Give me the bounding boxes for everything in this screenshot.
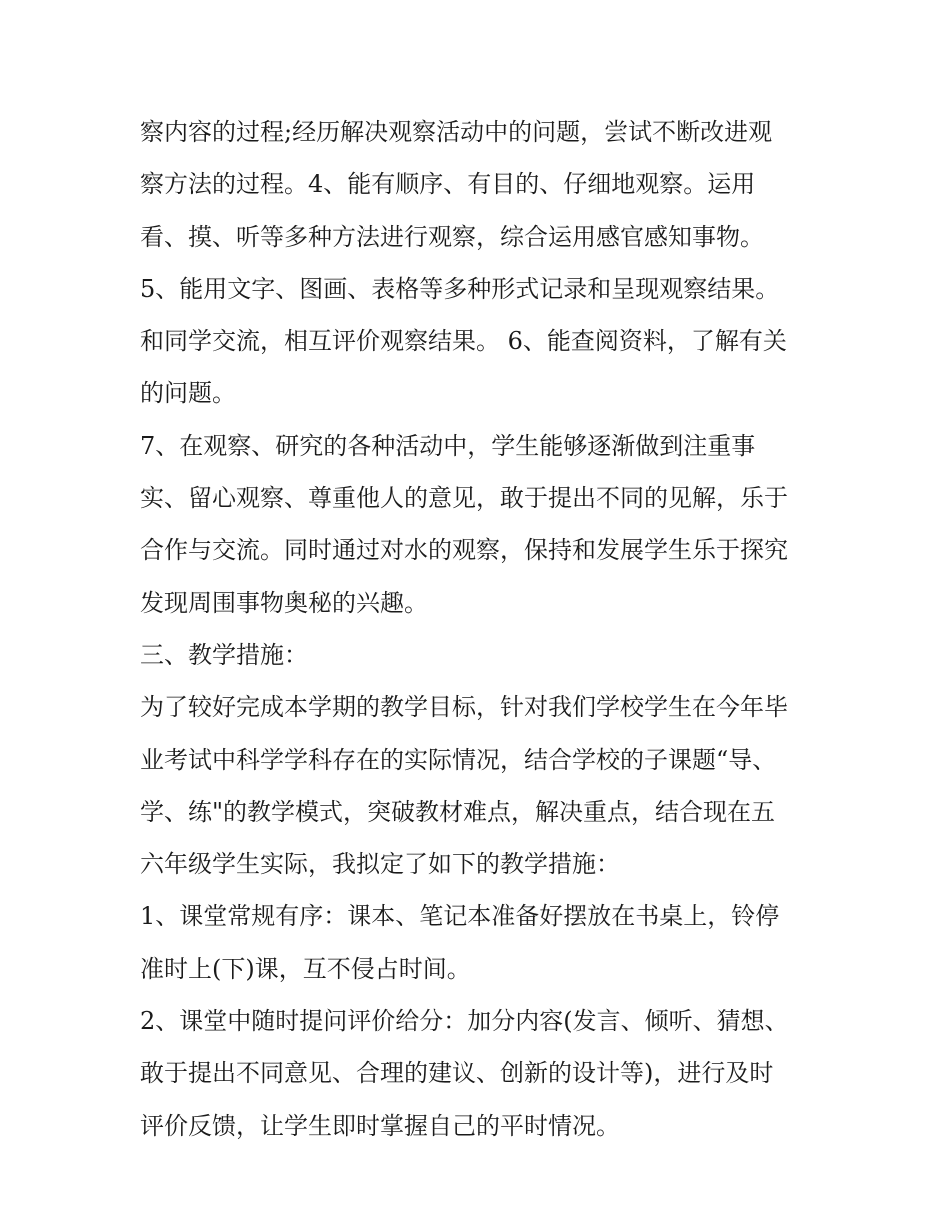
text-line: 六年级学生实际，我拟定了如下的教学措施： — [140, 850, 620, 879]
text-line: 评价反馈，让学生即时掌握自己的平时情况。 — [140, 1111, 620, 1140]
text-line: 和同学交流，相互评价观察结果。 6、能查阅资料，了解有关 — [140, 327, 787, 356]
text-line: 的问题。 — [140, 379, 236, 408]
section-heading: 三、教学措施： — [140, 640, 308, 669]
text-line: 准时上(下)课，互不侵占时间。 — [140, 954, 471, 983]
text-line: 敢于提出不同意见、合理的建议、创新的设计等)，进行及时 — [140, 1059, 774, 1088]
document-body — [140, 106, 820, 1152]
text-line: 7、在观察、研究的各种活动中，学生能够逐渐做到注重事 — [140, 431, 756, 460]
text-line: 实、留心观察、尊重他人的意见，敢于提出不同的见解，乐于 — [140, 484, 788, 513]
text-line: 学、练"的教学模式，突破教材难点，解决重点，结合现在五 — [140, 797, 776, 826]
text-line: 合作与交流。同时通过对水的观察，保持和发展学生乐于探究 — [140, 536, 788, 565]
text-line: 为了较好完成本学期的教学目标，针对我们学校学生在今年毕 — [140, 693, 788, 722]
text-line: 2、课堂中随时提问评价给分：加分内容(发言、倾听、猜想、 — [140, 1007, 789, 1036]
text-line: 5、能用文字、图画、表格等多种形式记录和呈现观察结果。 — [140, 274, 780, 303]
text-line: 业考试中科学学科存在的实际情况，结合学校的子课题“导、 — [140, 745, 777, 774]
text-line: 发现周围事物奥秘的兴趣。 — [140, 588, 428, 617]
text-line: 1、课堂常规有序：课本、笔记本准备好摆放在书桌上，铃停 — [140, 902, 780, 931]
text-line: 察方法的过程。4、能有顺序、有目的、仔细地观察。运用 — [140, 170, 756, 199]
text-line: 看、摸、听等多种方法进行观察，综合运用感官感知事物。 — [140, 222, 764, 251]
text-line: 察内容的过程;经历解决观察活动中的问题，尝试不断改进观 — [140, 118, 773, 146]
